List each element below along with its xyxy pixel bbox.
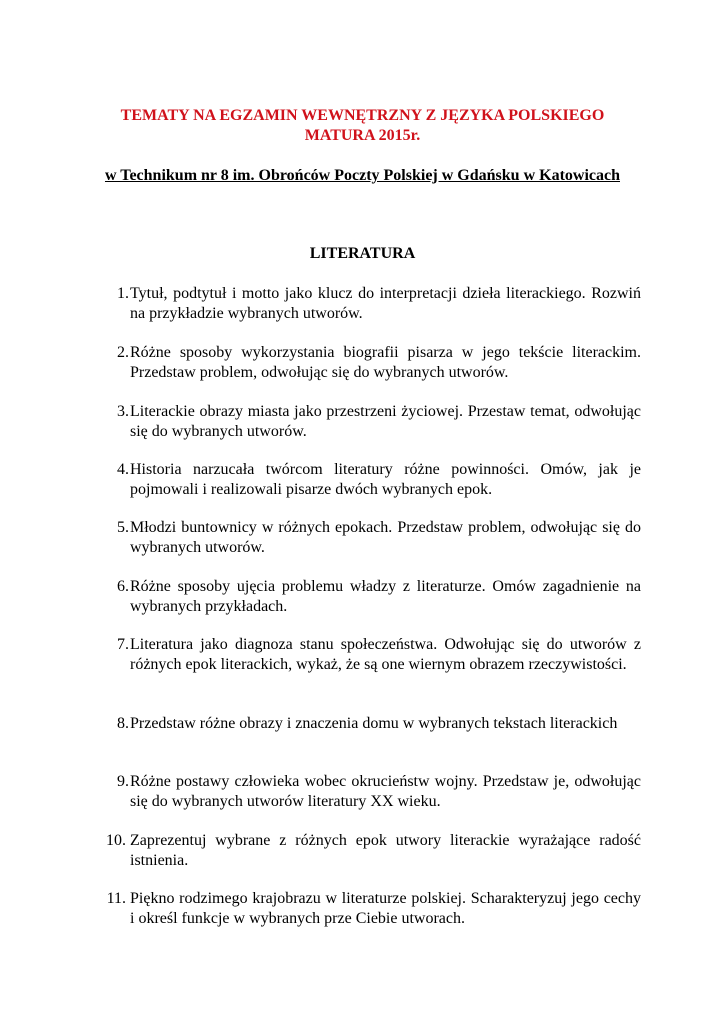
topic-number: 5.: [117, 519, 129, 536]
topic-item: [101, 714, 641, 734]
topic-number: 3.: [117, 403, 129, 420]
topic-item: [101, 518, 641, 558]
topic-number: 4.: [117, 461, 129, 478]
topic-text: Różne postawy człowieka wobec okrucieństw wojny. Przedstaw je, odwołując się do wybranych utworów literatury XX wieku.: [130, 773, 641, 810]
topic-text: Historia narzucała twórcom literatury różne powinności. Omów, jak je pojmowali i realizowali pisarze dwóch wybranych epok.: [130, 461, 641, 498]
topic-number: 1.: [117, 285, 129, 302]
topic-text: Różne sposoby wykorzystania biografii pisarza w jego tekście literackim. Przedstaw problem, odwołując się do wybranych utworów.: [130, 344, 641, 381]
title-line-2: MATURA 2015r.: [304, 127, 421, 144]
topic-text: Piękno rodzimego krajobrazu w literaturze polskiej. Scharakteryzuj jego cechy i określ funkcje w wybranych prze Ciebie utworach.: [130, 890, 641, 927]
section-heading: LITERATURA: [309, 245, 416, 262]
topic-item: [101, 343, 641, 383]
topic-number: 11.: [106, 890, 126, 907]
topic-text: Tytuł, podtytuł i motto jako klucz do interpretacji dzieła literackiego. Rozwiń na przykładzie wybranych utworów.: [130, 285, 641, 322]
topic-text: Zaprezentuj wybrane z różnych epok utwory literackie wyrażające radość istnienia.: [130, 832, 641, 869]
topic-number: 7.: [117, 636, 129, 653]
topic-text: Literatura jako diagnoza stanu społeczeństwa. Odwołując się do utworów z różnych epok literackich, wykaż, że są one wiernym obrazem rzeczywistości.: [130, 636, 641, 673]
topic-number: 9.: [117, 773, 129, 790]
topic-item: [101, 635, 641, 675]
topic-text: Przedstaw różne obrazy i znaczenia domu w wybranych tekstach literackich: [130, 715, 618, 732]
topic-item: [101, 577, 641, 617]
topic-item: [101, 772, 641, 812]
topic-item: [101, 460, 641, 500]
topic-number: 10.: [106, 832, 126, 849]
topic-item: [101, 402, 641, 442]
topic-text: Różne sposoby ujęcia problemu władzy z literaturze. Omów zagadnienie na wybranych przykładach.: [130, 578, 641, 615]
topic-item: [101, 284, 641, 324]
topic-text: Młodzi buntownicy w różnych epokach. Przedstaw problem, odwołując się do wybranych utworów.: [130, 519, 641, 556]
topic-text: Literackie obrazy miasta jako przestrzeni życiowej. Przestaw temat, odwołując się do wybranych utworów.: [130, 403, 641, 440]
school-name: w Technikum nr 8 im. Obrońców Poczty Polskiej w Gdańsku w Katowicach: [104, 167, 620, 184]
topic-item: [101, 889, 641, 929]
title-line-1: TEMATY NA EGZAMIN WEWNĘTRZNY Z JĘZYKA POLSKIEGO: [120, 107, 605, 124]
topic-number: 2.: [117, 344, 129, 361]
topic-item: [101, 831, 641, 871]
topic-number: 6.: [117, 578, 129, 595]
topic-number: 8.: [117, 715, 129, 732]
